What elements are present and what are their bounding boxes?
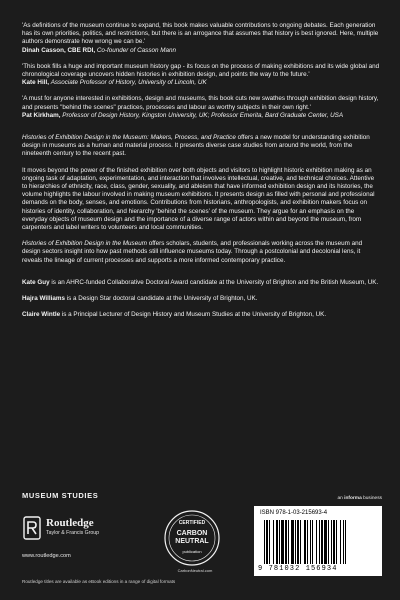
- publisher-url: www.routledge.com: [22, 553, 71, 559]
- cover-footer: [22, 496, 382, 590]
- endorsement-3: [22, 95, 380, 120]
- seal-top-text: CERTIFIED: [178, 520, 206, 526]
- endorser: Dinah Casson, CBE RDI, Co-founder of Casson Mann: [22, 46, 176, 54]
- carbon-neutral-seal: [162, 508, 222, 568]
- author-bio-1: [22, 279, 380, 287]
- author-bio-2: [22, 295, 380, 303]
- book-title: Histories of Exhibition Design in the Museum: [22, 240, 147, 248]
- author-bio-text: is a Design Star doctoral candidate at the University of Brighton, UK.: [65, 295, 258, 303]
- endorsement-text: 'A must for anyone interested in exhibitions, design and museums, this book cuts new swathes through exhibition design history, and presents "behind the scenes" practices, processes and labour as worthy subjects in their own right.': [22, 95, 379, 111]
- book-title: Histories of Exhibition Design in the Museum: Makers, Process, and Practice: [22, 134, 236, 142]
- author-bio-text: is a Principal Lecturer of Design History and Museum Studies at the University of Brighton, UK.: [60, 311, 327, 319]
- informa-prefix: an: [337, 496, 345, 501]
- barcode-digits: 9 781032 156934: [258, 565, 338, 573]
- author-name: Claire Wintle: [22, 311, 61, 319]
- barcode: [254, 506, 382, 576]
- routledge-logo-icon: [22, 516, 42, 540]
- endorser: Kate Hill, Associate Professor of History, University of Lincoln, UK: [22, 79, 207, 87]
- author-name: Hajra Williams: [22, 295, 65, 303]
- endorser-role: Professor of Design History, Kingston University, UK; Professor Emerita, Bard Graduate Center, USA: [62, 111, 344, 119]
- endorser: Pat Kirkham, Professor of Design History, Kingston University, UK; Professor Emerita, Bard Graduate Center, USA: [22, 111, 344, 119]
- author-bio-3: [22, 311, 380, 319]
- publisher-logo: [22, 516, 142, 546]
- endorsement-1: [22, 22, 380, 55]
- cover-text: [22, 22, 380, 327]
- description-paragraph-1: [22, 134, 380, 159]
- description-paragraph-2: It moves beyond the power of the finished exhibition over both objects and visitors to highlight historic exhibition making as an ongoing task of adaptation, experimentation, and interaction that involves intellectual, creative, and technical choices. Attentive to hierarchies of ethnicity, race, class, gender, sexuality, and ableism that have informed exhibition design and its histories, the volume highlights the labour involved in making museum exhibitions. It presents design as filled with personal and professional demands on the body, senses, and emotions. Contributions from historians, anthropologists, and exhibition makers focus on histories of identity, collaboration, and hierarchy 'behind the scenes' of the museum. They argue for an emphasis on the everyday objects of museum design and the importance of a diverse range of actors within and beyond the museum, from carpenters and label writers to volunteers and local communities.: [22, 166, 375, 232]
- endorser-role: Co-founder of Casson Mann: [96, 46, 176, 54]
- informa-brand: informa: [344, 496, 362, 501]
- description-paragraph-3: [22, 240, 380, 265]
- description-text: offers scholars, students, and professionals working across the museum and design sectors insight into how past methods still influence museums today. Through a postcolonial and decolonial lens, it reveals the lineage of current processes and supports a more informed contemporary practice.: [22, 240, 363, 264]
- endorser-name: Pat Kirkham: [22, 111, 59, 119]
- barcode-bars: [258, 520, 378, 564]
- endorsement-text: 'As definitions of the museum continue to expand, this book makes valuable contributions to ongoing debates. Each generation has its own priorities, politics, and restrictions, but there is an arrogance that assumes that history is best ignored. Here, multiple authors demonstrate how wrong we can be.': [22, 22, 379, 46]
- endorsement-2: [22, 63, 380, 88]
- series-label: MUSEUM STUDIES: [22, 491, 99, 500]
- seal-main-1: CARBON: [176, 530, 208, 537]
- endorser-name: Kate Hill: [22, 79, 48, 87]
- isbn-text: ISBN 978-1-03-215693-4: [260, 510, 328, 516]
- author-bio-text: is an AHRC-funded Collaborative Doctoral Award candidate at the University of Brighton and the British Museum, UK.: [49, 278, 379, 286]
- author-name: Kate Guy: [22, 278, 50, 286]
- endorser-name: Dinah Casson, CBE RDI: [22, 46, 94, 54]
- publisher-name: Routledge: [46, 517, 94, 529]
- seal-url: CarbonNeutral.com: [177, 568, 213, 573]
- seal-main-2: NEUTRAL: [175, 538, 209, 545]
- endorser-role: Associate Professor of History, University of Lincoln, UK: [50, 79, 207, 87]
- informa-tag: [337, 496, 382, 501]
- ebook-note: Routledge titles are available as eBook editions in a range of digital formats: [22, 579, 176, 584]
- description-text: offers a new model for understanding exhibition design in museums as a human and material process. It presents diverse case studies from around the world, from the nineteenth century to the recent past.: [22, 134, 370, 158]
- informa-suffix: business: [361, 496, 382, 501]
- publisher-group: Taylor & Francis Group: [46, 530, 100, 536]
- endorsement-text: 'This book fills a huge and important museum history gap - its focus on the process of making exhibitions and its wide global and chronological coverage uncovers hidden histories in exhibition design, and points the way to the future.': [22, 62, 380, 79]
- seal-sub-text: publication: [182, 549, 202, 554]
